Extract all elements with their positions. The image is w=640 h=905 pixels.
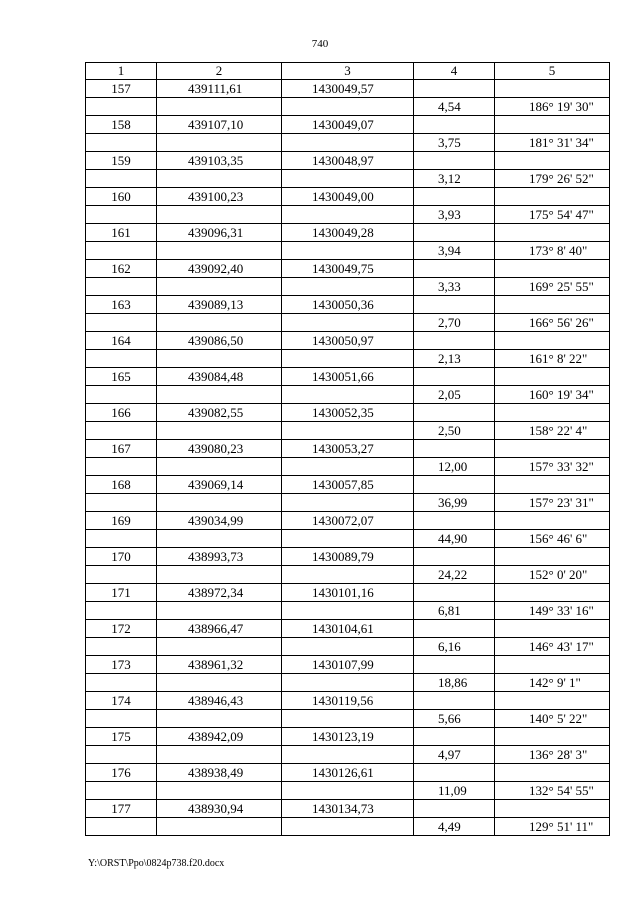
empty-cell: [86, 386, 157, 404]
empty-cell: [495, 476, 610, 494]
segment-length-cell: 4,49: [414, 818, 495, 836]
empty-cell: [414, 260, 495, 278]
y-coordinate-cell: 1430126,61: [282, 764, 414, 782]
point-number-cell: 176: [86, 764, 157, 782]
column-header: 5: [495, 63, 610, 80]
segment-length-cell: 2,05: [414, 386, 495, 404]
point-row: [86, 368, 610, 386]
y-coordinate-cell: 1430049,28: [282, 224, 414, 242]
direction-angle-cell: 179° 26' 52": [495, 170, 610, 188]
y-coordinate-cell: 1430123,19: [282, 728, 414, 746]
point-row: [86, 404, 610, 422]
segment-row: [86, 98, 610, 116]
segment-row: [86, 746, 610, 764]
empty-cell: [282, 746, 414, 764]
empty-cell: [157, 422, 282, 440]
y-coordinate-cell: 1430050,36: [282, 296, 414, 314]
empty-cell: [86, 134, 157, 152]
point-number-cell: 157: [86, 80, 157, 98]
point-row: [86, 548, 610, 566]
empty-cell: [157, 458, 282, 476]
x-coordinate-cell: 439103,35: [157, 152, 282, 170]
direction-angle-cell: 132° 54' 55": [495, 782, 610, 800]
x-coordinate-cell: 438938,49: [157, 764, 282, 782]
point-number-cell: 163: [86, 296, 157, 314]
empty-cell: [157, 602, 282, 620]
x-coordinate-cell: 439080,23: [157, 440, 282, 458]
empty-cell: [414, 332, 495, 350]
segment-row: [86, 602, 610, 620]
point-number-cell: 166: [86, 404, 157, 422]
x-coordinate-cell: 438966,47: [157, 620, 282, 638]
empty-cell: [414, 692, 495, 710]
empty-cell: [414, 656, 495, 674]
empty-cell: [157, 98, 282, 116]
segment-length-cell: 3,93: [414, 206, 495, 224]
direction-angle-cell: 142° 9' 1": [495, 674, 610, 692]
empty-cell: [495, 512, 610, 530]
empty-cell: [414, 728, 495, 746]
point-number-cell: 170: [86, 548, 157, 566]
segment-length-cell: 4,54: [414, 98, 495, 116]
empty-cell: [86, 782, 157, 800]
empty-cell: [86, 98, 157, 116]
point-row: [86, 296, 610, 314]
x-coordinate-cell: 438930,94: [157, 800, 282, 818]
empty-cell: [86, 530, 157, 548]
point-row: [86, 656, 610, 674]
empty-cell: [282, 278, 414, 296]
segment-length-cell: 6,16: [414, 638, 495, 656]
y-coordinate-cell: 1430052,35: [282, 404, 414, 422]
point-number-cell: 168: [86, 476, 157, 494]
y-coordinate-cell: 1430051,66: [282, 368, 414, 386]
empty-cell: [414, 620, 495, 638]
empty-cell: [282, 458, 414, 476]
segment-row: [86, 170, 610, 188]
empty-cell: [414, 188, 495, 206]
y-coordinate-cell: 1430049,00: [282, 188, 414, 206]
empty-cell: [282, 602, 414, 620]
x-coordinate-cell: 438972,34: [157, 584, 282, 602]
y-coordinate-cell: 1430049,07: [282, 116, 414, 134]
point-row: [86, 152, 610, 170]
x-coordinate-cell: 439111,61: [157, 80, 282, 98]
x-coordinate-cell: 438942,09: [157, 728, 282, 746]
segment-row: [86, 278, 610, 296]
x-coordinate-cell: 439092,40: [157, 260, 282, 278]
x-coordinate-cell: 439084,48: [157, 368, 282, 386]
point-number-cell: 169: [86, 512, 157, 530]
empty-cell: [414, 548, 495, 566]
x-coordinate-cell: 439100,23: [157, 188, 282, 206]
empty-cell: [282, 206, 414, 224]
empty-cell: [86, 818, 157, 836]
direction-angle-cell: 169° 25' 55": [495, 278, 610, 296]
point-number-cell: 167: [86, 440, 157, 458]
empty-cell: [282, 170, 414, 188]
segment-length-cell: 4,97: [414, 746, 495, 764]
point-row: [86, 800, 610, 818]
point-row: [86, 476, 610, 494]
empty-cell: [86, 638, 157, 656]
y-coordinate-cell: 1430104,61: [282, 620, 414, 638]
direction-angle-cell: 166° 56' 26": [495, 314, 610, 332]
segment-row: [86, 638, 610, 656]
empty-cell: [86, 746, 157, 764]
point-row: [86, 260, 610, 278]
point-number-cell: 172: [86, 620, 157, 638]
empty-cell: [157, 674, 282, 692]
direction-angle-cell: 136° 28' 3": [495, 746, 610, 764]
x-coordinate-cell: 439089,13: [157, 296, 282, 314]
empty-cell: [282, 242, 414, 260]
direction-angle-cell: 129° 51' 11": [495, 818, 610, 836]
direction-angle-cell: 152° 0' 20": [495, 566, 610, 584]
empty-cell: [86, 206, 157, 224]
direction-angle-cell: 173° 8' 40": [495, 242, 610, 260]
column-header: 3: [282, 63, 414, 80]
empty-cell: [157, 782, 282, 800]
segment-length-cell: 5,66: [414, 710, 495, 728]
x-coordinate-cell: 438993,73: [157, 548, 282, 566]
empty-cell: [86, 566, 157, 584]
empty-cell: [86, 602, 157, 620]
segment-row: [86, 206, 610, 224]
empty-cell: [282, 674, 414, 692]
segment-length-cell: 2,13: [414, 350, 495, 368]
point-row: [86, 512, 610, 530]
segment-row: [86, 494, 610, 512]
empty-cell: [157, 350, 282, 368]
segment-length-cell: 3,33: [414, 278, 495, 296]
empty-cell: [86, 710, 157, 728]
segment-row: [86, 530, 610, 548]
segment-length-cell: 44,90: [414, 530, 495, 548]
empty-cell: [157, 566, 282, 584]
empty-cell: [282, 530, 414, 548]
point-row: [86, 728, 610, 746]
direction-angle-cell: 181° 31' 34": [495, 134, 610, 152]
empty-cell: [495, 224, 610, 242]
segment-row: [86, 422, 610, 440]
empty-cell: [157, 242, 282, 260]
direction-angle-cell: 158° 22' 4": [495, 422, 610, 440]
segment-length-cell: 11,09: [414, 782, 495, 800]
table-header-row: [86, 63, 610, 80]
direction-angle-cell: 140° 5' 22": [495, 710, 610, 728]
segment-row: [86, 458, 610, 476]
segment-length-cell: 36,99: [414, 494, 495, 512]
point-number-cell: 177: [86, 800, 157, 818]
point-row: [86, 440, 610, 458]
empty-cell: [157, 638, 282, 656]
x-coordinate-cell: 439086,50: [157, 332, 282, 350]
empty-cell: [86, 350, 157, 368]
empty-cell: [157, 206, 282, 224]
empty-cell: [282, 350, 414, 368]
empty-cell: [495, 692, 610, 710]
empty-cell: [414, 80, 495, 98]
empty-cell: [157, 278, 282, 296]
empty-cell: [157, 494, 282, 512]
coordinates-table: [85, 62, 610, 836]
segment-length-cell: 24,22: [414, 566, 495, 584]
point-number-cell: 159: [86, 152, 157, 170]
column-header: 2: [157, 63, 282, 80]
point-row: [86, 584, 610, 602]
empty-cell: [282, 98, 414, 116]
empty-cell: [282, 566, 414, 584]
y-coordinate-cell: 1430049,57: [282, 80, 414, 98]
segment-row: [86, 314, 610, 332]
point-number-cell: 162: [86, 260, 157, 278]
empty-cell: [414, 152, 495, 170]
x-coordinate-cell: 439034,99: [157, 512, 282, 530]
empty-cell: [414, 296, 495, 314]
point-number-cell: 164: [86, 332, 157, 350]
point-number-cell: 173: [86, 656, 157, 674]
empty-cell: [414, 764, 495, 782]
point-row: [86, 80, 610, 98]
empty-cell: [495, 368, 610, 386]
empty-cell: [86, 314, 157, 332]
segment-length-cell: 2,70: [414, 314, 495, 332]
segment-row: [86, 350, 610, 368]
segment-length-cell: 6,81: [414, 602, 495, 620]
empty-cell: [282, 818, 414, 836]
empty-cell: [414, 404, 495, 422]
y-coordinate-cell: 1430049,75: [282, 260, 414, 278]
point-row: [86, 116, 610, 134]
empty-cell: [495, 656, 610, 674]
point-number-cell: 175: [86, 728, 157, 746]
segment-row: [86, 566, 610, 584]
segment-row: [86, 782, 610, 800]
empty-cell: [86, 458, 157, 476]
y-coordinate-cell: 1430057,85: [282, 476, 414, 494]
empty-cell: [495, 440, 610, 458]
direction-angle-cell: 157° 23' 31": [495, 494, 610, 512]
y-coordinate-cell: 1430101,16: [282, 584, 414, 602]
empty-cell: [282, 782, 414, 800]
x-coordinate-cell: 438946,43: [157, 692, 282, 710]
empty-cell: [495, 800, 610, 818]
empty-cell: [495, 332, 610, 350]
direction-angle-cell: 160° 19' 34": [495, 386, 610, 404]
y-coordinate-cell: 1430134,73: [282, 800, 414, 818]
segment-row: [86, 386, 610, 404]
page-number: 740: [311, 38, 329, 50]
empty-cell: [86, 422, 157, 440]
direction-angle-cell: 157° 33' 32": [495, 458, 610, 476]
direction-angle-cell: 186° 19' 30": [495, 98, 610, 116]
direction-angle-cell: 149° 33' 16": [495, 602, 610, 620]
empty-cell: [157, 314, 282, 332]
empty-cell: [495, 584, 610, 602]
point-row: [86, 692, 610, 710]
empty-cell: [414, 440, 495, 458]
empty-cell: [414, 224, 495, 242]
y-coordinate-cell: 1430089,79: [282, 548, 414, 566]
segment-row: [86, 242, 610, 260]
segment-length-cell: 12,00: [414, 458, 495, 476]
empty-cell: [282, 494, 414, 512]
direction-angle-cell: 175° 54' 47": [495, 206, 610, 224]
point-row: [86, 224, 610, 242]
y-coordinate-cell: 1430050,97: [282, 332, 414, 350]
footer-file-path: Y:\ORST\Ppo\0824p738.f20.docx: [88, 858, 225, 869]
empty-cell: [157, 710, 282, 728]
empty-cell: [86, 494, 157, 512]
x-coordinate-cell: 439069,14: [157, 476, 282, 494]
empty-cell: [157, 170, 282, 188]
segment-length-cell: 18,86: [414, 674, 495, 692]
empty-cell: [157, 530, 282, 548]
empty-cell: [414, 368, 495, 386]
y-coordinate-cell: 1430107,99: [282, 656, 414, 674]
empty-cell: [157, 134, 282, 152]
empty-cell: [86, 674, 157, 692]
empty-cell: [282, 386, 414, 404]
y-coordinate-cell: 1430119,56: [282, 692, 414, 710]
segment-length-cell: 3,75: [414, 134, 495, 152]
y-coordinate-cell: 1430048,97: [282, 152, 414, 170]
column-header: 1: [86, 63, 157, 80]
segment-row: [86, 674, 610, 692]
column-header: 4: [414, 63, 495, 80]
empty-cell: [414, 116, 495, 134]
point-row: [86, 188, 610, 206]
empty-cell: [495, 404, 610, 422]
empty-cell: [86, 170, 157, 188]
direction-angle-cell: 146° 43' 17": [495, 638, 610, 656]
table-body: [86, 63, 610, 836]
empty-cell: [414, 584, 495, 602]
empty-cell: [86, 242, 157, 260]
empty-cell: [495, 188, 610, 206]
y-coordinate-cell: 1430072,07: [282, 512, 414, 530]
empty-cell: [495, 728, 610, 746]
point-number-cell: 160: [86, 188, 157, 206]
empty-cell: [495, 80, 610, 98]
x-coordinate-cell: 439107,10: [157, 116, 282, 134]
empty-cell: [282, 134, 414, 152]
segment-row: [86, 710, 610, 728]
empty-cell: [414, 800, 495, 818]
point-number-cell: 174: [86, 692, 157, 710]
empty-cell: [495, 548, 610, 566]
empty-cell: [414, 476, 495, 494]
empty-cell: [495, 296, 610, 314]
empty-cell: [414, 512, 495, 530]
point-number-cell: 161: [86, 224, 157, 242]
empty-cell: [282, 314, 414, 332]
point-number-cell: 158: [86, 116, 157, 134]
point-number-cell: 165: [86, 368, 157, 386]
empty-cell: [86, 278, 157, 296]
direction-angle-cell: 161° 8' 22": [495, 350, 610, 368]
point-row: [86, 764, 610, 782]
empty-cell: [282, 638, 414, 656]
segment-row: [86, 134, 610, 152]
empty-cell: [157, 386, 282, 404]
empty-cell: [282, 422, 414, 440]
segment-row: [86, 818, 610, 836]
segment-length-cell: 3,94: [414, 242, 495, 260]
point-row: [86, 620, 610, 638]
x-coordinate-cell: 439082,55: [157, 404, 282, 422]
empty-cell: [282, 710, 414, 728]
empty-cell: [495, 620, 610, 638]
x-coordinate-cell: 439096,31: [157, 224, 282, 242]
y-coordinate-cell: 1430053,27: [282, 440, 414, 458]
x-coordinate-cell: 438961,32: [157, 656, 282, 674]
empty-cell: [495, 260, 610, 278]
direction-angle-cell: 156° 46' 6": [495, 530, 610, 548]
point-row: [86, 332, 610, 350]
segment-length-cell: 3,12: [414, 170, 495, 188]
empty-cell: [495, 152, 610, 170]
empty-cell: [495, 764, 610, 782]
point-number-cell: 171: [86, 584, 157, 602]
empty-cell: [157, 746, 282, 764]
empty-cell: [157, 818, 282, 836]
segment-length-cell: 2,50: [414, 422, 495, 440]
empty-cell: [495, 116, 610, 134]
